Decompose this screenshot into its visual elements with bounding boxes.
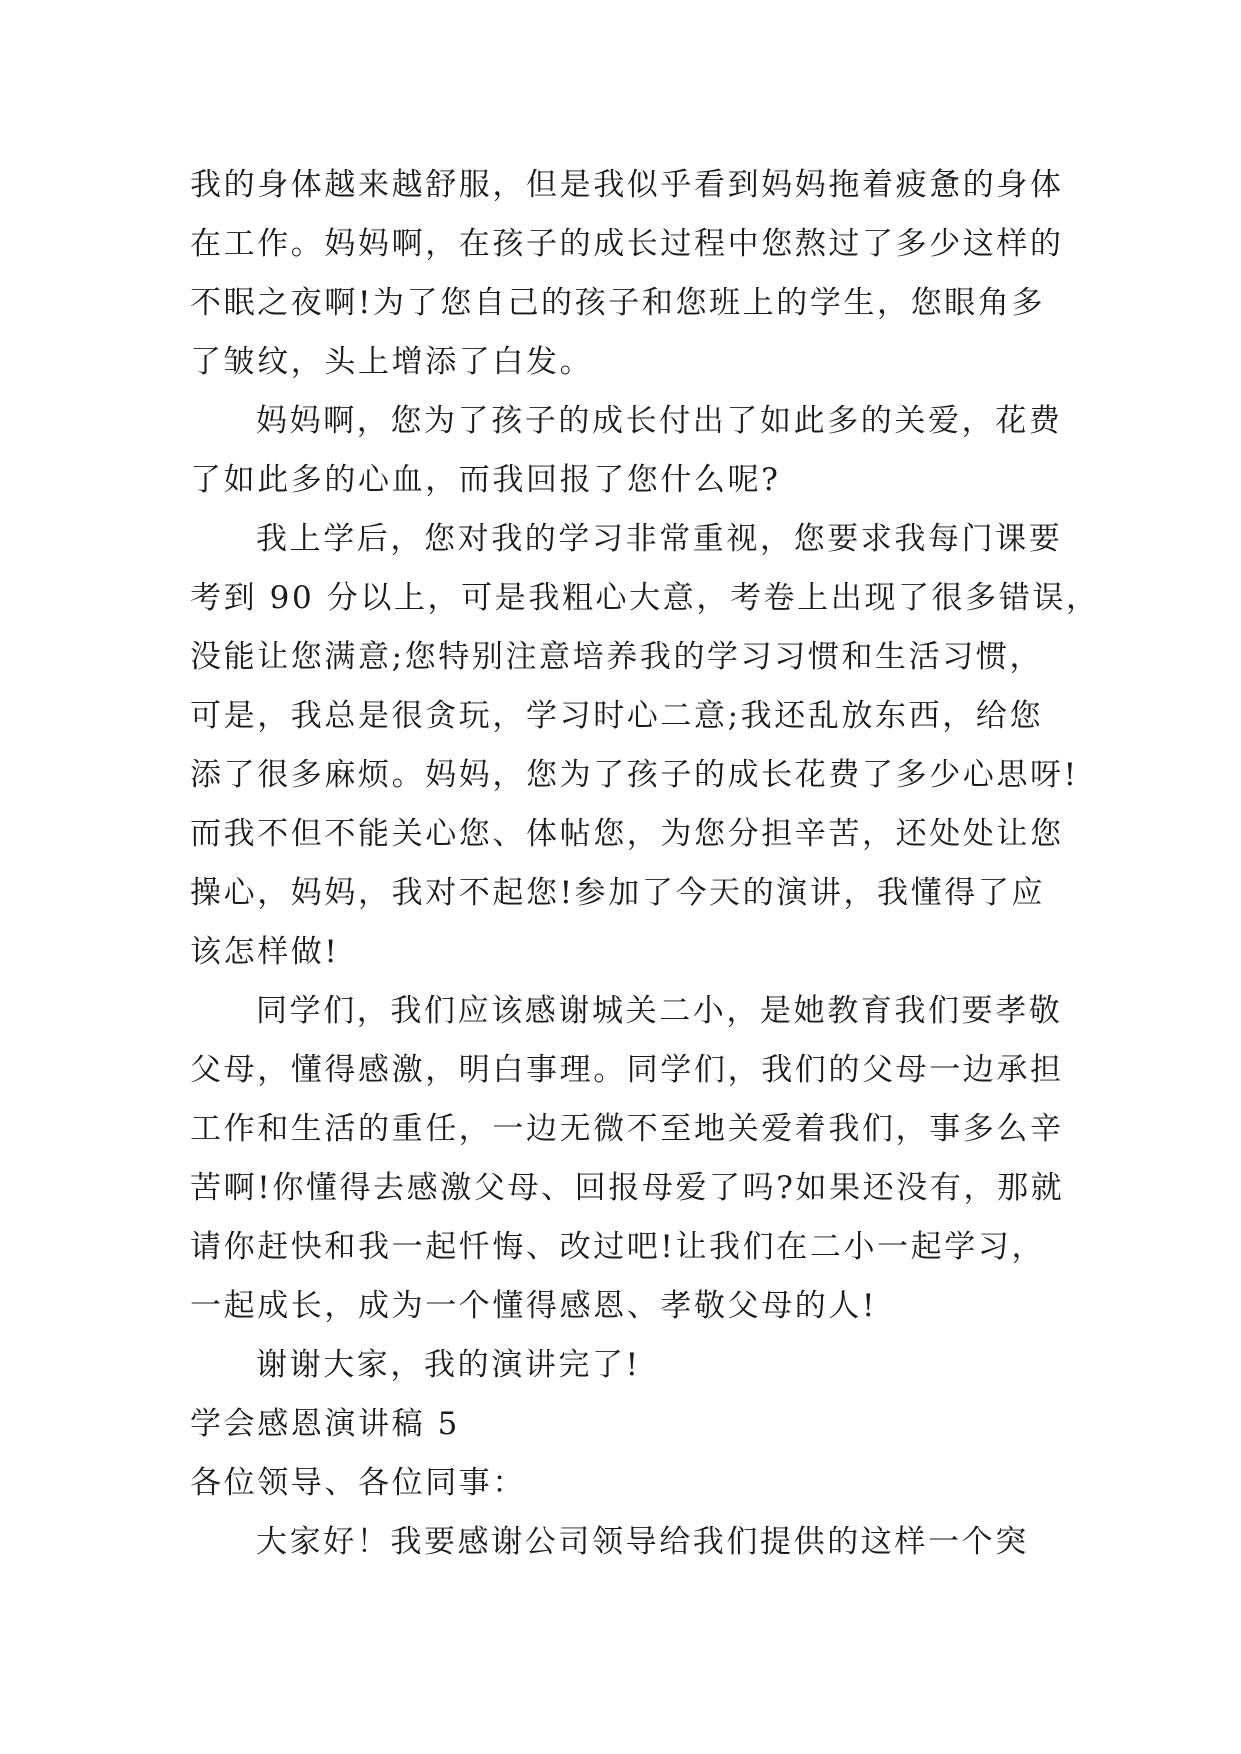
text-line-7: 我上学后，您对我的学习非常重视，您要求我每门课要 [256,521,1063,557]
text-line-1: 我的身体越来越舒服，但是我似乎看到妈妈拖着疲惫的身体 [190,167,1064,203]
text-line-6: 了如此多的心血，而我回报了您什么呢? [190,462,781,498]
text-line-19: 请你赶快和我一起忏悔、改过吧!让我们在二小一起学习， [190,1229,1046,1265]
text-line-16: 父母，懂得感激，明白事理。同学们，我们的父母一边承担 [190,1052,1064,1088]
text-line-15: 同学们，我们应该感谢城关二小，是她教育我们要孝敬 [256,993,1063,1029]
text-line-21: 谢谢大家，我的演讲完了! [256,1347,641,1383]
text-line-5: 妈妈啊，您为了孩子的成长付出了如此多的关爱，花费 [256,403,1063,439]
salutation: 各位领导、各位同事： [190,1465,526,1501]
text-line-2: 在工作。妈妈啊，在孩子的成长过程中您熬过了多少这样的 [190,226,1064,262]
text-line-10: 可是，我总是很贪玩，学习时心二意;我还乱放东西，给您 [190,698,1044,734]
text-line-13: 操心，妈妈，我对不起您!参加了今天的演讲，我懂得了应 [190,875,1046,911]
text-line-18: 苦啊!你懂得去感激父母、回报母爱了吗?如果还没有，那就 [190,1170,1065,1206]
document-body [190,156,1100,1572]
text-line-24: 大家好！我要感谢公司领导给我们提供的这样一个突 [256,1524,1029,1560]
text-line-20: 一起成长，成为一个懂得感恩、孝敬父母的人! [190,1288,878,1324]
text-line-4: 了皱纹，头上增添了白发。 [190,344,594,380]
text-line-8: 考到 90 分以上，可是我粗心大意，考卷上出现了很多错误， [190,580,1100,616]
text-line-17: 工作和生活的重任，一边无微不至地关爱着我们，事多么辛 [190,1111,1064,1147]
text-line-11: 添了很多麻烦。妈妈，您为了孩子的成长花费了多少心思呀! [190,757,1079,793]
section-heading: 学会感恩演讲稿 5 [190,1406,460,1442]
text-line-3: 不眠之夜啊!为了您自己的孩子和您班上的学生，您眼角多 [190,285,1046,321]
text-line-12: 而我不但不能关心您、体帖您，为您分担辛苦，还处处让您 [190,816,1064,852]
text-line-9: 没能让您满意;您特别注意培养我的学习习惯和生活习惯， [190,639,1044,675]
text-line-14: 该怎样做! [190,934,340,970]
